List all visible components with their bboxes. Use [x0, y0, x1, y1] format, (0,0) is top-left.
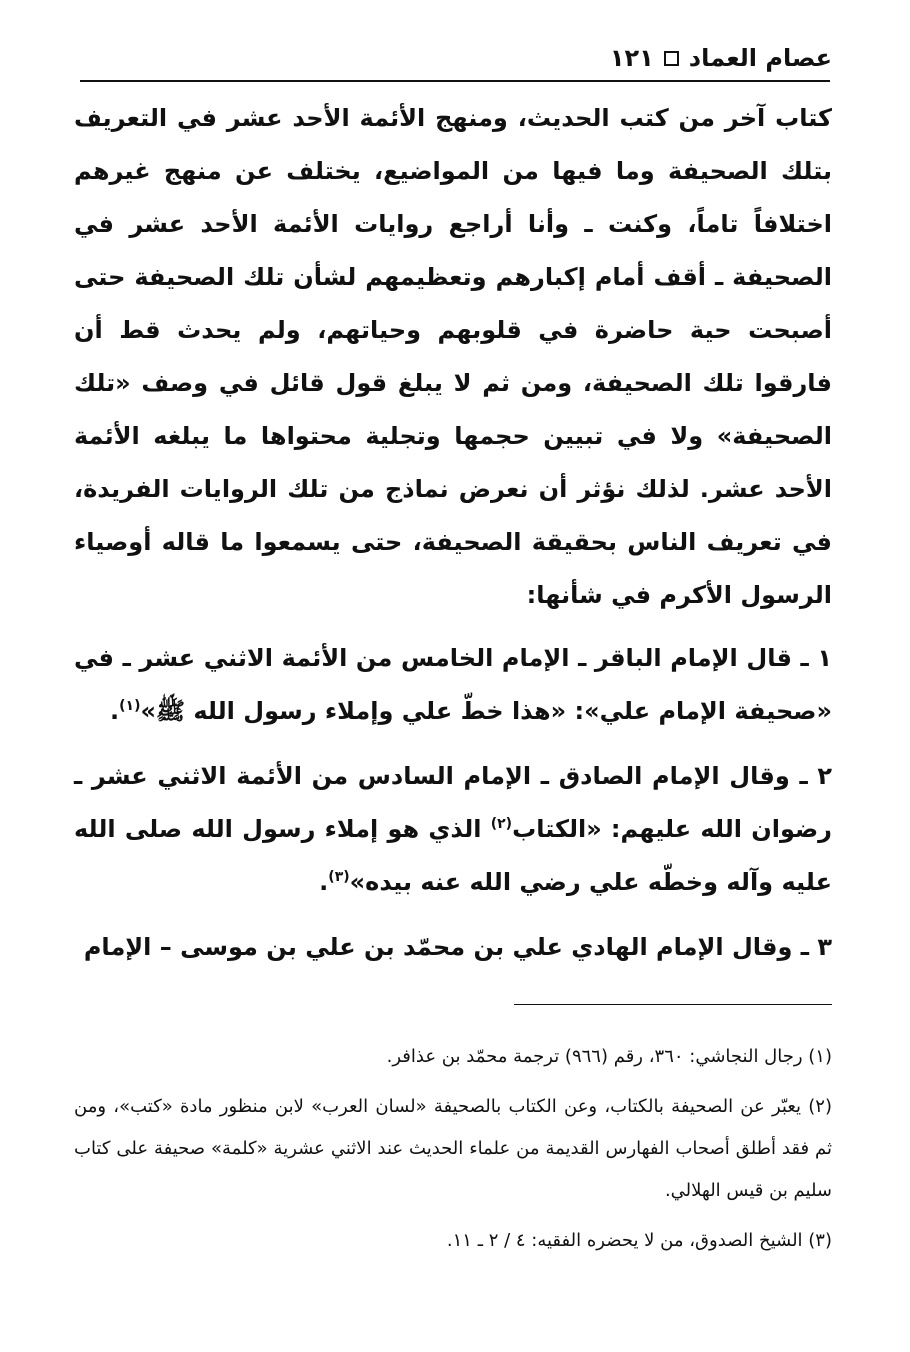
footnote-rule — [514, 1004, 832, 1005]
narration-2-text-b: الذي هو إملاء رسول الله صلى الله عليه وآله وخطّه علي رضي الله عنه بيده» — [74, 815, 832, 896]
footnote-3: (٣) الشيخ الصدوق، من لا يحضره الفقيه: ٤ / ٢ ـ ١١. — [446, 1230, 832, 1251]
header-separator-box — [664, 51, 679, 66]
footnote-2: (٢) يعبّر عن الصحيفة بالكتاب، وعن الكتاب بالصحيفة «لسان العرب» لابن منظور مادة «كتب»، ومن ثم فقد أطلق أصحاب الفهارس القديمة من علماء الحديث عند الاثني عشرية «كلمة» صحيفة على كتاب سليم بن قيس الهلالي. — [74, 1096, 832, 1201]
footnotes — [74, 1036, 832, 1262]
footnote-ref-2: (٢) — [490, 816, 513, 832]
narration-1 — [74, 632, 832, 738]
narration-2-end: . — [319, 868, 329, 896]
header-title: عصام العماد — [688, 44, 832, 72]
narration-3: ٣ ـ وقال الإمام الهادي علي بن محمّد بن علي بن موسى – الإمام — [83, 933, 832, 961]
header-rule — [80, 80, 830, 82]
footnote-ref-1: (١) — [119, 698, 141, 714]
footnote-ref-3: (٣) — [328, 869, 350, 885]
main-text — [74, 92, 832, 974]
intro-paragraph: كتاب آخر من كتب الحديث، ومنهج الأئمة الأحد عشر في التعريف بتلك الصحيفة وما فيها من المواضيع، يختلف عن منهج غيرهم اختلافاً تاماً، وكنت ـ وأنا أراجع روايات الأئمة الأحد عشر في الصحيفة ـ أقف أمام إكبارهم وتعظيمهم لشأن تلك الصحيفة حتى أصبحت حية حاضرة في قلوبهم وحياتهم، ولم يحدث قط أن فارقوا تلك الصحيفة، ومن ثم لا يبلغ قول قائل في وصف «تلك الصحيفة» ولا في تبيين حجمها وتجلية محتواها ما يبلغه الأئمة الأحد عشر. لذلك نؤثر أن نعرض نماذج من تلك الروايات الفريدة، في تعريف الناس بحقيقة الصحيفة، حتى يسمعوا ما قاله أوصياء الرسول الأكرم في شأنها: — [74, 104, 832, 609]
narration-2 — [74, 750, 832, 909]
running-header — [610, 40, 832, 76]
page-number: ١٢١ — [609, 44, 654, 72]
narration-2-text-a: ٢ ـ وقال الإمام الصادق ـ الإمام السادس من الأئمة الاثني عشر ـ رضوان الله عليهم: «الكتاب — [74, 762, 832, 843]
narration-1-text: ١ ـ قال الإمام الباقر ـ الإمام الخامس من الأئمة الاثني عشر ـ في «صحيفة الإمام علي»: «هذا خطّ علي وإملاء رسول الله ﷺ» — [74, 644, 832, 725]
narration-1-end: . — [109, 697, 120, 725]
footnote-1: (١) رجال النجاشي: ٣٦٠، رقم (٩٦٦) ترجمة محمّد بن عذافر. — [386, 1046, 832, 1067]
